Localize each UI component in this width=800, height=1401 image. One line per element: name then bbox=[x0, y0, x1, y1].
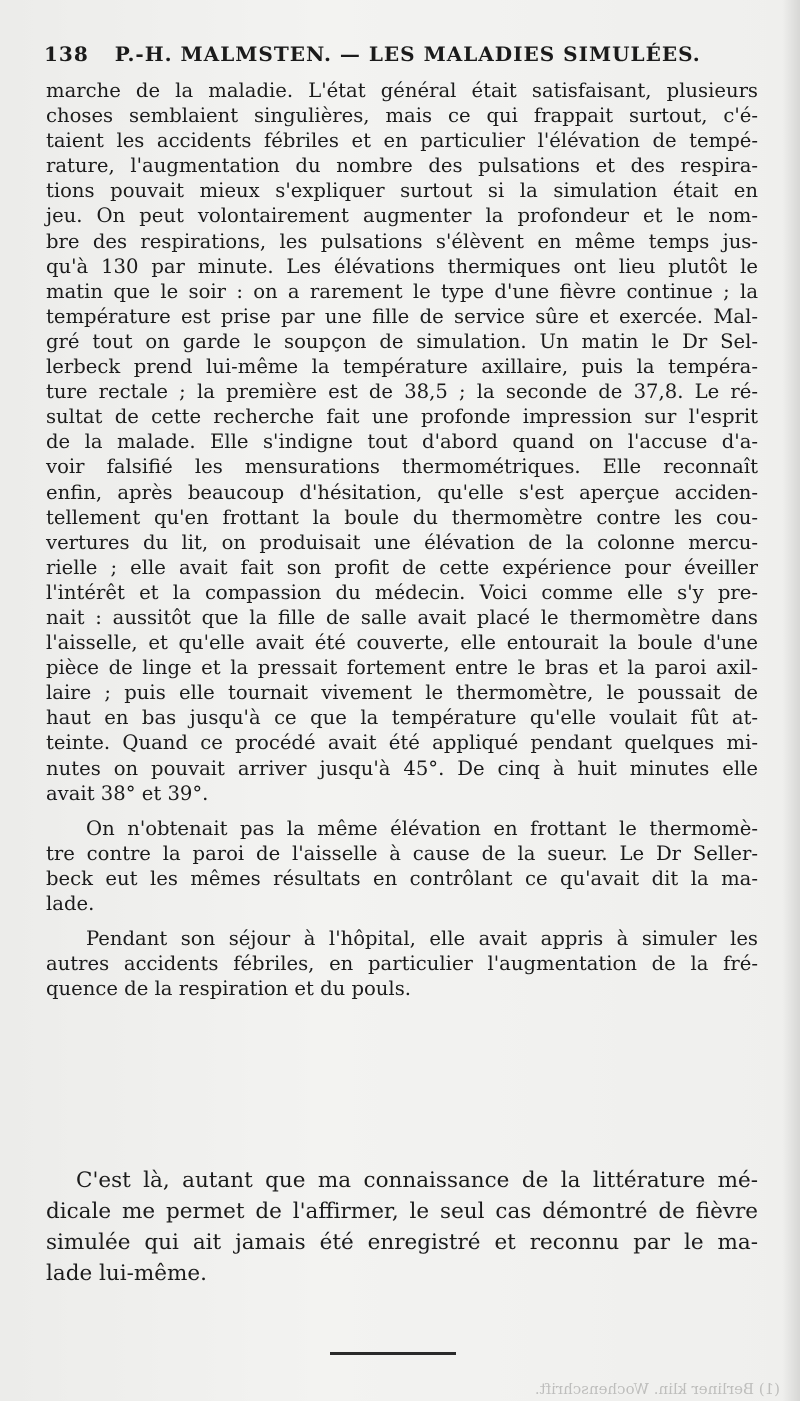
paragraph-3 bbox=[46, 926, 758, 1001]
text-line: température est prise par une fille de service sûre et exercée. Mal- bbox=[46, 304, 758, 328]
text-line: sultat de cette recherche fait une profonde impression sur l'esprit bbox=[46, 405, 758, 429]
text-line: matin que le soir : on a rarement le type d'une fièvre continue ; la bbox=[46, 279, 758, 303]
text-line: enfin, après beaucoup d'hésitation, qu'elle s'est aperçue acciden- bbox=[46, 480, 758, 504]
conclusion-paragraph bbox=[46, 1165, 758, 1289]
text-line: ture rectale ; la première est de 38,5 ; la seconde de 37,8. Le ré- bbox=[46, 380, 758, 404]
text-line: rielle ; elle avait fait son profit de cette expérience pour éveiller bbox=[46, 555, 758, 579]
paragraph-2 bbox=[46, 816, 758, 916]
text-line: On n'obtenait pas la même élévation en frottant le thermomè- bbox=[86, 816, 758, 840]
text-line: qu'à 130 par minute. Les élévations thermiques ont lieu plutôt le bbox=[46, 254, 758, 278]
text-line: taient les accidents fébriles et en particulier l'élévation de tempé- bbox=[46, 129, 758, 153]
text-line: avait 38° et 39°. bbox=[46, 781, 209, 805]
bleed-through-text: (1) Berliner klin. Wochenschrift. bbox=[534, 1380, 780, 1398]
text-line: lade lui-même. bbox=[46, 1261, 207, 1286]
text-line: lerbeck prend lui-même la température axillaire, puis la tempéra- bbox=[46, 355, 758, 379]
text-line: laire ; puis elle tournait vivement le thermomètre, le poussait de bbox=[46, 681, 758, 705]
paragraph-1 bbox=[46, 78, 758, 806]
text-line: jeu. On peut volontairement augmenter la profondeur et le nom- bbox=[46, 204, 758, 228]
text-line: beck eut les mêmes résultats en contrôlant ce qu'avait dit la ma- bbox=[46, 866, 758, 890]
text-line: choses semblaient singulières, mais ce qui frappait surtout, c'é- bbox=[46, 104, 758, 128]
text-line: tellement qu'en frottant la boule du thermomètre contre les cou- bbox=[46, 505, 758, 529]
text-line: tre contre la paroi de l'aisselle à cause de la sueur. Le Dr Seller- bbox=[46, 841, 758, 865]
text-line: de la malade. Elle s'indigne tout d'abord quand on l'accuse d'a- bbox=[46, 430, 758, 454]
page-number: 138 bbox=[44, 42, 89, 66]
page-gutter-shadow bbox=[782, 0, 800, 1401]
section-end-rule bbox=[330, 1352, 456, 1355]
text-line: l'aisselle, et qu'elle avait été couverte, elle entourait la boule d'une bbox=[46, 631, 758, 655]
text-line: pièce de linge et la pressait fortement entre le bras et la paroi axil- bbox=[46, 656, 758, 680]
text-line: gré tout on garde le soupçon de simulation. Un matin le Dr Sel- bbox=[46, 329, 758, 353]
text-line: lade. bbox=[46, 892, 95, 915]
text-line: haut en bas jusqu'à ce que la température qu'elle voulait fût at- bbox=[46, 706, 758, 730]
text-line: C'est là, autant que ma connaissance de la littérature mé- bbox=[76, 1168, 758, 1193]
text-line: quence de la respiration et du pouls. bbox=[46, 977, 411, 1001]
body-text bbox=[46, 78, 758, 1001]
text-line: vertures du lit, on produisait une élévation de la colonne mercu- bbox=[46, 530, 758, 554]
running-title: P.-H. MALMSTEN. — LES MALADIES SIMULÉES. bbox=[114, 42, 701, 66]
text-line: tions pouvait mieux s'expliquer surtout si la simulation était en bbox=[46, 179, 758, 203]
text-line: simulée qui ait jamais été enregistré et reconnu par le ma- bbox=[46, 1230, 758, 1255]
text-line: autres accidents fébriles, en particulier l'augmentation de la fré- bbox=[46, 952, 758, 976]
text-line: voir falsifié les mensurations thermométriques. Elle reconnaît bbox=[46, 455, 758, 479]
text-line: Pendant son séjour à l'hôpital, elle avait appris à simuler les bbox=[86, 927, 758, 951]
text-line: marche de la maladie. L'état général était satisfaisant, plusieurs bbox=[46, 79, 758, 102]
text-line: dicale me permet de l'affirmer, le seul cas démontré de fièvre bbox=[46, 1199, 758, 1224]
text-line: bre des respirations, les pulsations s'élèvent en même temps jus- bbox=[46, 229, 758, 253]
text-line: nutes on pouvait arriver jusqu'à 45°. De cinq à huit minutes elle bbox=[46, 756, 758, 780]
text-line: teinte. Quand ce procédé avait été appliqué pendant quelques mi- bbox=[46, 731, 758, 755]
text-line: nait : aussitôt que la fille de salle avait placé le thermomètre dans bbox=[46, 605, 758, 629]
running-header bbox=[44, 42, 760, 66]
text-line: rature, l'augmentation du nombre des pulsations et des respira- bbox=[46, 154, 758, 178]
text-line: l'intérêt et la compassion du médecin. Voici comme elle s'y pre- bbox=[46, 580, 758, 604]
